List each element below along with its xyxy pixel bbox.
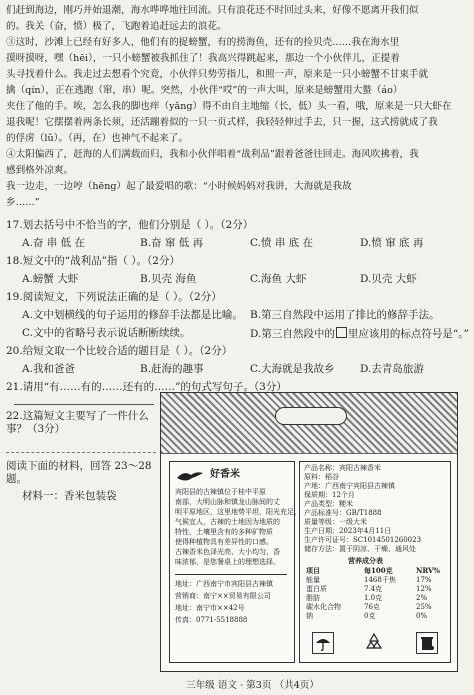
nutrition-cell: 0克 (364, 612, 376, 620)
info-line: 产品类型：粳米 (304, 500, 353, 508)
nutrition-head: 每100克 (364, 566, 393, 575)
desc-line: 使得种植物具有差异性的口感。 (175, 538, 273, 546)
contact-line: 传真：0771-5518888 (175, 616, 248, 624)
nutrition-cell: 25% (416, 603, 432, 611)
q20-option-b: B.赶海的趣事 (140, 363, 204, 375)
q17-option-d: D.愤 窜 底 再 (360, 237, 424, 249)
nutrition-cell: 17% (416, 576, 432, 584)
desc-line: 气候宜人，古辣的土地因为地质的 (175, 518, 280, 526)
nutrition-cell: 2% (416, 594, 428, 602)
desc-line: 古辣香米色泽光亮、大小均匀、香 (175, 548, 280, 556)
recycle-icon (364, 632, 384, 652)
q19-d-prefix: D.第三自然段中的 (250, 328, 335, 340)
material-1-label: 材料一：香米包装袋 (22, 490, 117, 502)
q18-option-d: D.贝壳 大虾 (360, 273, 417, 285)
question-21: 21.请用“有……有的……还有的……”的句式写句子。（3分） (6, 381, 287, 393)
passage-line: 们赶到海边，刚巧并始退潮，海水哗哗地往回流。只有浪花还不时回过头来，好像不愿离开我们似 (6, 5, 419, 16)
package-right-panel (299, 461, 451, 663)
question-18: 18.短文中的“战利品”指（ ）。（2分） (6, 255, 180, 267)
passage-line: 的俘虏（lǔ）。（再，在）也神气不起来了。 (6, 133, 188, 144)
contact-line: 营销商：南宁××贸易有限公司 (175, 592, 271, 600)
q20-option-d: D.去青岛旅游 (360, 363, 424, 375)
info-line: 生产许可证号：SC1014501260023 (304, 536, 422, 544)
divider (175, 574, 287, 575)
q17-option-c: C.愤 串 底 在 (250, 237, 314, 249)
nutrition-cell: 能量 (306, 576, 320, 584)
blank-box (336, 327, 347, 338)
contact-line: 地址：南宁市××42号 (175, 604, 245, 612)
passage-line: ③这时，沙滩上已经有好多人，他们有的捉螃蟹，有的捞海鱼，还有的捡贝壳……我在海水里 (6, 37, 400, 48)
q19-d-suffix: 里应该用的标点符号是“。” (347, 328, 469, 340)
nutrition-cell: 1.0克 (364, 594, 383, 602)
nutrition-cell: 1468千焦 (364, 576, 396, 584)
desc-line: 南部，大明山脉和镇龙山脉间的丈 (175, 498, 280, 506)
question-20: 20.给短文取一个比较合适的题目是（ ）。（2分） (6, 345, 233, 357)
q18-option-b: B.贝壳 海鱼 (140, 273, 197, 285)
passage-line: 退我呢！它摆摆着两条长须，还活蹦着似的一只一页式样，我轻轻伸过手去，只一握，这式捞就成了我 (6, 117, 438, 128)
passage-line: 夹住了他的手。唉，怎么我的脚也痒（yǎng）得不由自主地缩（长，低）头一看，哦，原来是一只大虾在 (6, 101, 452, 112)
q18-option-c: C.海鱼 大虾 (250, 273, 307, 285)
nutrition-cell: 蛋白质 (306, 585, 327, 593)
passage-line: 摸呀摸呀，嘿（hēi），一只小螃蟹被我抓住了！我高兴得跳起来，那边一个小伙伴儿，正提着 (6, 53, 400, 64)
passage-line: 头寻找着什么。我走过去想看个究竟，小伙伴只势劳指儿，和照一声，原来是一只小螃蟹不甘束手就 (6, 69, 429, 80)
trash-bin-icon (416, 632, 438, 654)
nutrition-cell: 碳水化合物 (306, 603, 341, 611)
q20-option-a: A.我和爸爸 (22, 363, 75, 375)
nutrition-cell: 脂肪 (306, 594, 320, 602)
q19-option-c: C.文中的省略号表示说话断断续续。 (22, 327, 191, 339)
info-line: 原料：稻谷 (304, 473, 339, 481)
desc-line: 宾阳县的古辣镇位于桂中平原 (175, 488, 266, 496)
package-left-panel (169, 461, 301, 663)
q20-option-c: C.大海就是我故乡 (250, 363, 335, 375)
dashed-separator (6, 452, 156, 453)
info-line: 储存方法：置于阴凉、干燥、通风处 (304, 545, 416, 553)
desc-line: 味浓郁，是您餐桌上的理想选择。 (175, 558, 280, 566)
nutrition-title: 营养成分表 (348, 556, 383, 565)
info-line: 保质期：12个月 (304, 491, 355, 499)
nutrition-cell: 12% (416, 585, 432, 593)
info-line: 产品标准号：GB/T1888 (304, 509, 382, 517)
q18-option-a: A.螃蟹 大虾 (22, 273, 79, 285)
question-22: 22.这篇短文主要写了一件什么事？（3分） (6, 410, 149, 435)
info-line: 产品名称：宾阳古辣香米 (304, 464, 381, 472)
nutrition-cell: 76克 (364, 603, 380, 611)
bird-logo-icon (176, 468, 204, 482)
reading-intro: 阅读下面的材料，回答 23～28 题。 (6, 460, 152, 485)
q19-option-a: A.文中划横线的句子运用的修辞手法都是比喻。 (22, 309, 243, 321)
contact-line: 地址：广西南宁市宾阳县古辣镇 (175, 580, 273, 588)
nutrition-cell: 钠 (306, 612, 313, 620)
page-footer: 三年级 语文 · 第3页 （共4页） (186, 680, 319, 691)
info-line: 质量等级：一级大米 (304, 518, 367, 526)
passage-line: 的。我关（奋，愤）极了，飞跑着追赶远去的浪花。 (6, 21, 227, 32)
nutrition-head: NRV% (416, 566, 441, 575)
question-17: 17.划去括号中不恰当的字，他们分别是（ ）。（2分） (6, 219, 254, 231)
info-line: 产地：广西南宁宾阳县古辣镇 (304, 482, 395, 490)
answer-line (14, 404, 154, 405)
bag-handle-hole (275, 407, 347, 425)
q17-option-b: B.奋 窜 低 再 (140, 237, 204, 249)
nutrition-cell: 0% (416, 612, 428, 620)
passage-line: 擒（qín），正在逃跑（窜，串）呢。突然，小伙伴“哎”的一声大叫，原来是螃蟹用大螯（áo） (6, 85, 403, 96)
passage-line: 我一边走，一边哼（hēng）起了最爱唱的歌：“小时候妈妈对我讲，大海就是我故 (6, 181, 352, 192)
info-line: 生产日期：2023年4月11日 (304, 527, 392, 535)
q17-option-a: A.奋 串 低 在 (22, 237, 85, 249)
rice-package-image (160, 392, 458, 672)
umbrella-icon (312, 632, 334, 654)
q19-option-b: B.第三自然段中运用了排比的修辞手法。 (250, 309, 440, 321)
desc-line: 特性，土壤里含有的多种矿物质 (175, 528, 273, 536)
brand-name: 好香米 (210, 469, 240, 480)
passage-line: 感到格外凉爽。 (6, 165, 74, 176)
desc-line: 明平原地区，这里地势平坦，阳光充足， (175, 508, 301, 516)
nutrition-head: 项目 (306, 566, 320, 575)
passage-line: ④太阳偏西了，赶海的人们满载而归，我和小伙伴唱着“战利品”跟着爸爸往回走。海风吹拂着，我 (6, 149, 419, 160)
passage-line: 乡……” (6, 197, 40, 208)
q19-option-d (250, 327, 469, 341)
nutrition-cell: 7.4克 (364, 585, 383, 593)
question-19: 19.阅读短文，下列说法正确的是（ ）。（2分） (6, 291, 222, 303)
